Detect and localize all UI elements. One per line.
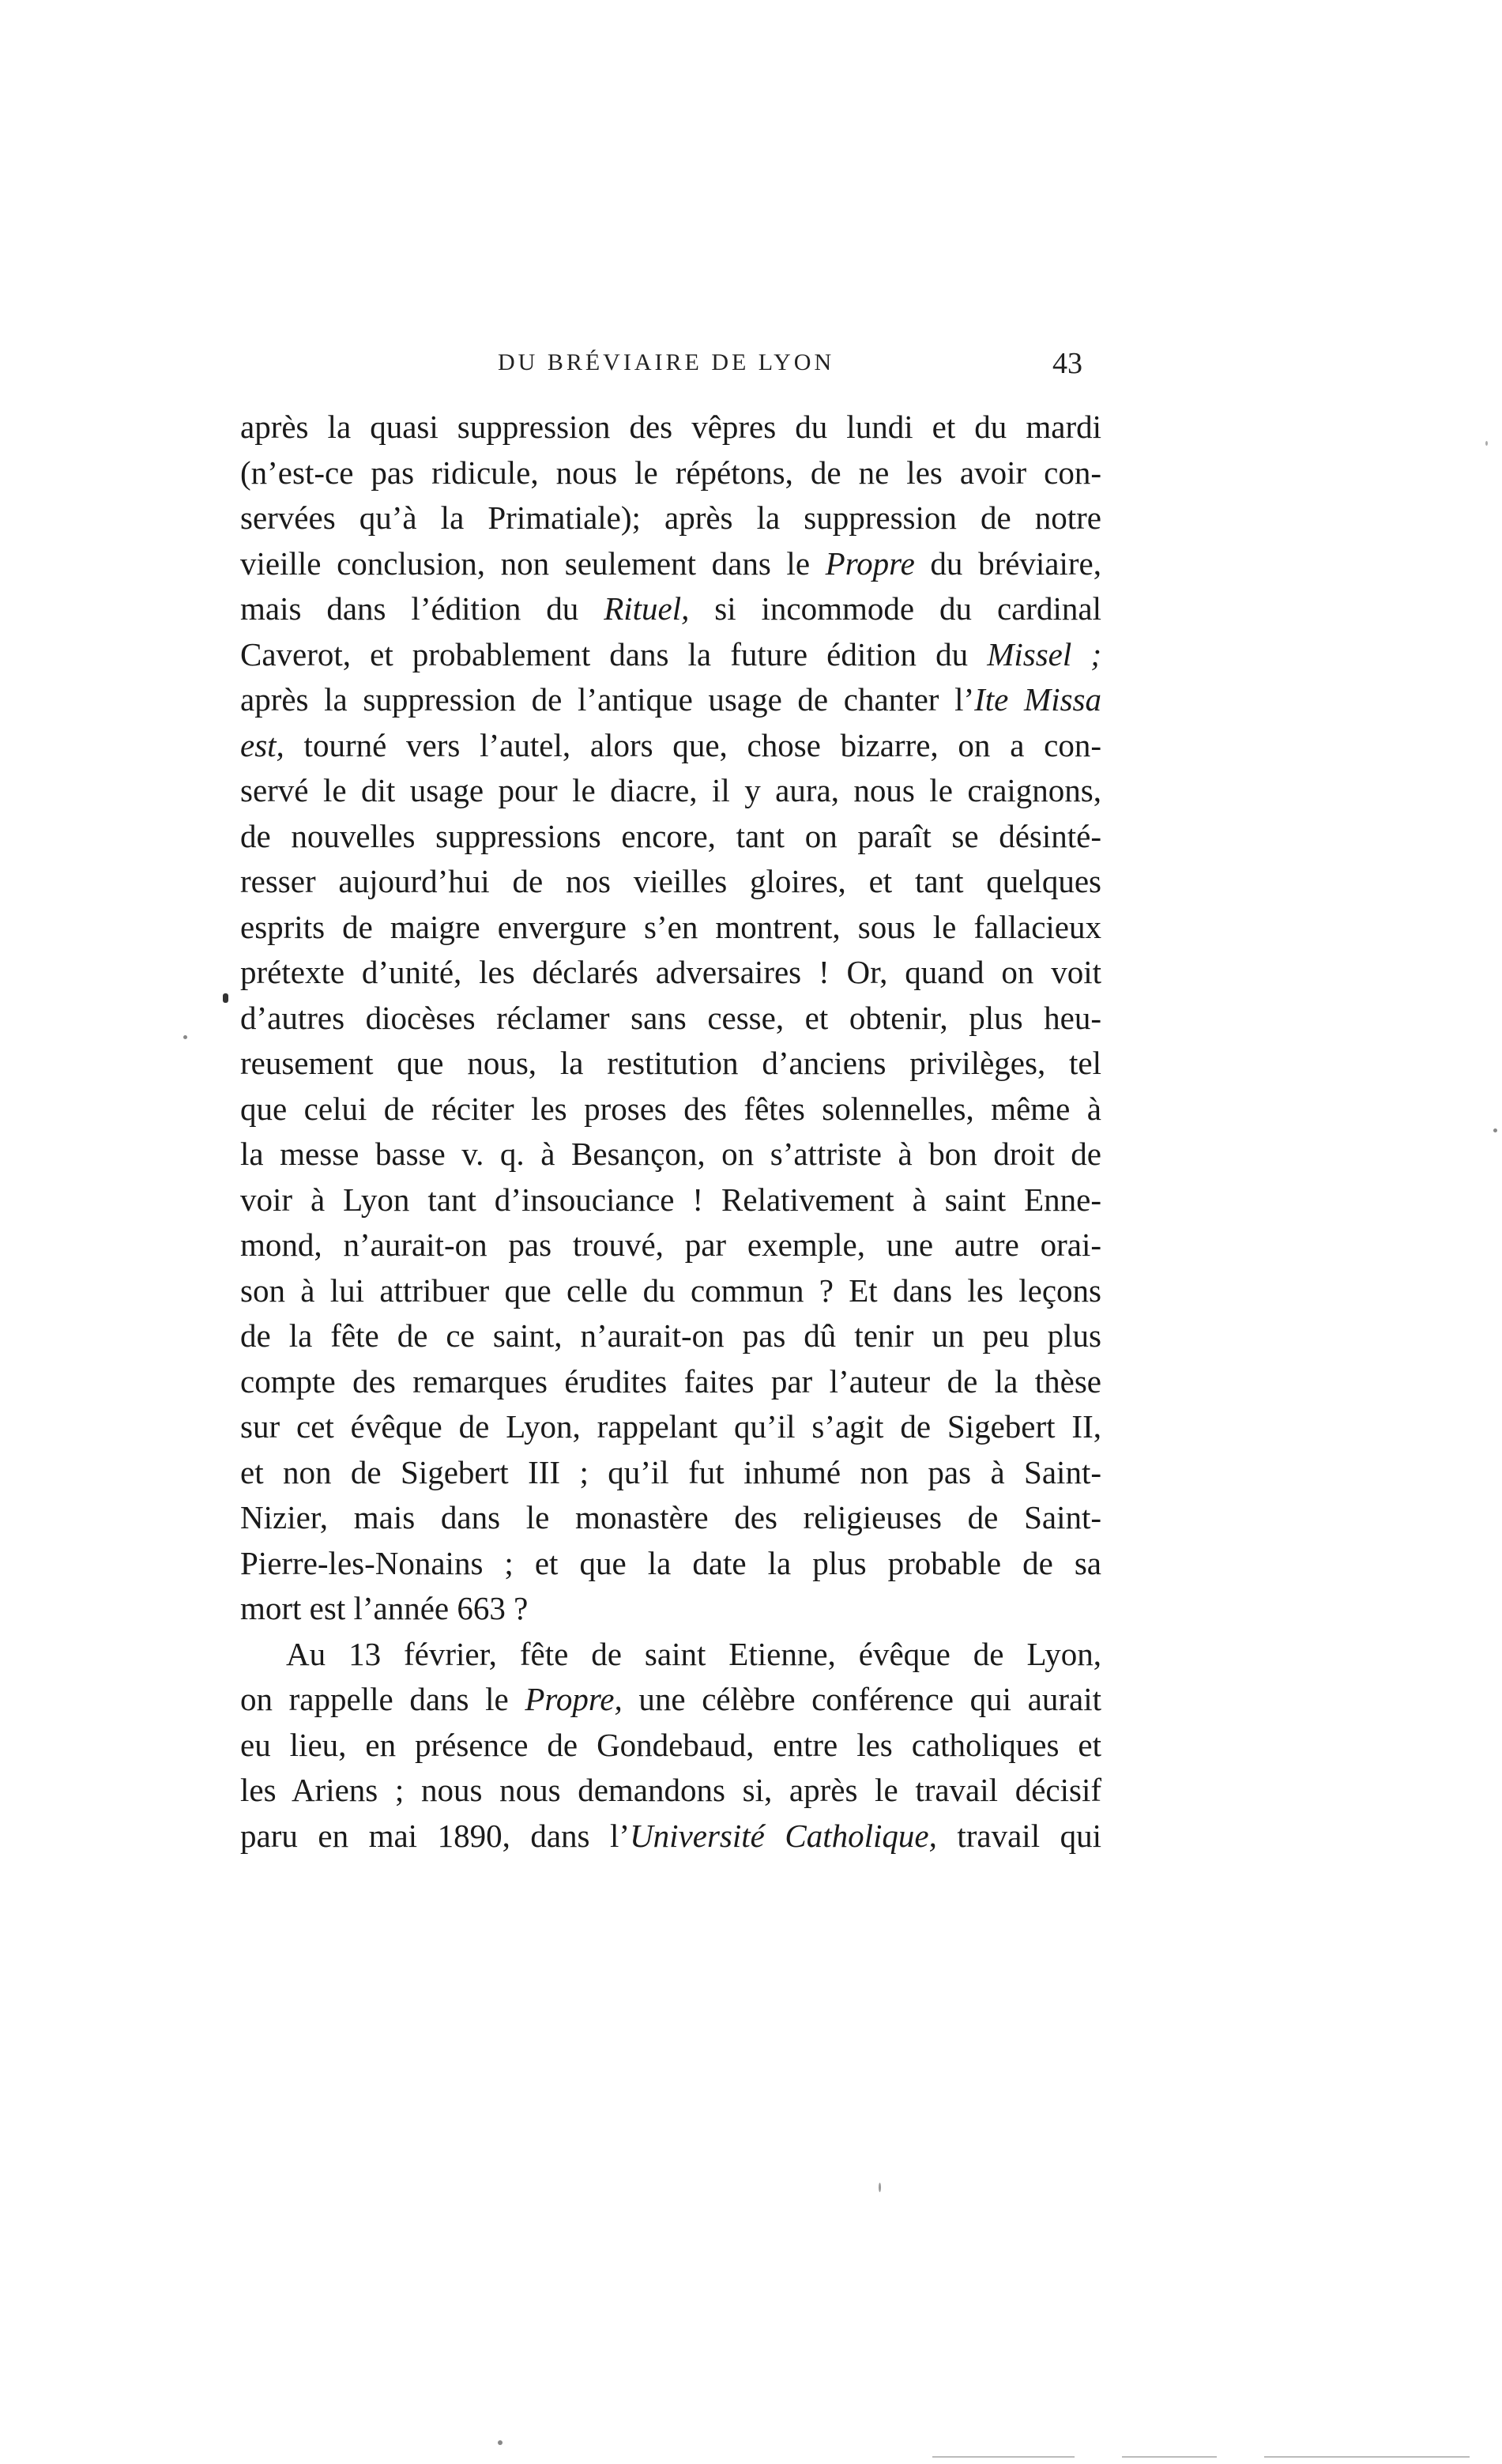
text-line: que celui de réciter les proses des fêtes solennelles, même à	[240, 1090, 1101, 1127]
scan-speck	[1493, 1128, 1497, 1132]
text-line: servé le dit usage pour le diacre, il y aura, nous le craignons,	[240, 772, 1101, 808]
text-line: la messe basse v. q. à Besançon, on s’attriste à bon droit de	[240, 1136, 1101, 1172]
text-line: et non de Sigebert III ; qu’il fut inhumé non pas à Saint-	[240, 1453, 1101, 1490]
running-head	[237, 349, 1106, 389]
text-line: (n’est-ce pas ridicule, nous le répétons, de ne les avoir con-	[240, 454, 1101, 491]
running-title: DU BRÉVIAIRE DE LYON	[498, 349, 835, 375]
text-line: de la fête de ce saint, n’aurait-on pas dû tenir un peu plus	[240, 1317, 1101, 1354]
text-line: voir à Lyon tant d’insouciance ! Relativement à saint Enne-	[240, 1181, 1101, 1218]
page-number: 43	[1052, 347, 1082, 380]
text-line: resser aujourd’hui de nos vieilles gloires, et tant quelques	[240, 863, 1101, 899]
text-line: les Ariens ; nous nous demandons si, après le travail décisif	[240, 1772, 1101, 1808]
paragraph-start-line: Au 13 février, fête de saint Etienne, évêque de Lyon,	[286, 1635, 1101, 1672]
text-line: esprits de maigre envergure s’en montrent, sous le fallacieux	[240, 908, 1101, 945]
text-line: on rappelle dans le Propre, une célèbre conférence qui aurait	[240, 1681, 1101, 1717]
margin-mark	[223, 993, 228, 1003]
paragraph-end-line: mort est l’année 663 ?	[240, 1590, 529, 1626]
text-line: mond, n’aurait-on pas trouvé, par exemple, une autre orai-	[240, 1226, 1101, 1263]
text-line: son à lui attribuer que celle du commun ? Et dans les leçons	[240, 1272, 1101, 1309]
scan-speck	[183, 1035, 187, 1039]
body-text	[240, 405, 1101, 1859]
text-line: Pierre-les-Nonains ; et que la date la plus probable de sa	[240, 1544, 1101, 1581]
text-line: est, tourné vers l’autel, alors que, chose bizarre, on a con-	[240, 726, 1101, 763]
bottom-edge-rule	[1122, 2456, 1217, 2458]
scan-speck	[498, 2440, 503, 2445]
text-line: eu lieu, en présence de Gondebaud, entre les catholiques et	[240, 1726, 1101, 1763]
text-line: servées qu’à la Primatiale); après la suppression de notre	[240, 499, 1101, 536]
text-line: de nouvelles suppressions encore, tant on paraît se désinté-	[240, 817, 1101, 854]
text-line: après la quasi suppression des vêpres du lundi et du mardi	[240, 409, 1101, 445]
text-line: d’autres diocèses réclamer sans cesse, et obtenir, plus heu-	[240, 999, 1101, 1036]
text-line: sur cet évêque de Lyon, rappelant qu’il s’agit de Sigebert II,	[240, 1408, 1101, 1445]
text-line: Caverot, et probablement dans la future édition du Missel ;	[240, 635, 1101, 673]
text-line: reusement que nous, la restitution d’anciens privilèges, tel	[240, 1045, 1101, 1081]
bottom-edge-rule	[932, 2456, 1075, 2458]
scan-speck	[1485, 441, 1488, 446]
text-line: prétexte d’unité, les déclarés adversaires ! Or, quand on voit	[240, 954, 1101, 990]
text-line: mais dans l’édition du Rituel, si incommode du cardinal	[240, 590, 1101, 627]
text-line: après la suppression de l’antique usage de chanter l’Ite Missa	[240, 681, 1101, 718]
text-line: paru en mai 1890, dans l’Université Catholique, travail qui	[240, 1817, 1101, 1854]
scan-speck	[879, 2183, 881, 2192]
text-line: compte des remarques érudites faites par l’auteur de la thèse	[240, 1362, 1101, 1400]
text-line: vieille conclusion, non seulement dans le Propre du bréviaire,	[240, 544, 1101, 582]
text-line: Nizier, mais dans le monastère des religieuses de Saint-	[240, 1499, 1101, 1535]
bottom-edge-rule	[1264, 2456, 1470, 2458]
